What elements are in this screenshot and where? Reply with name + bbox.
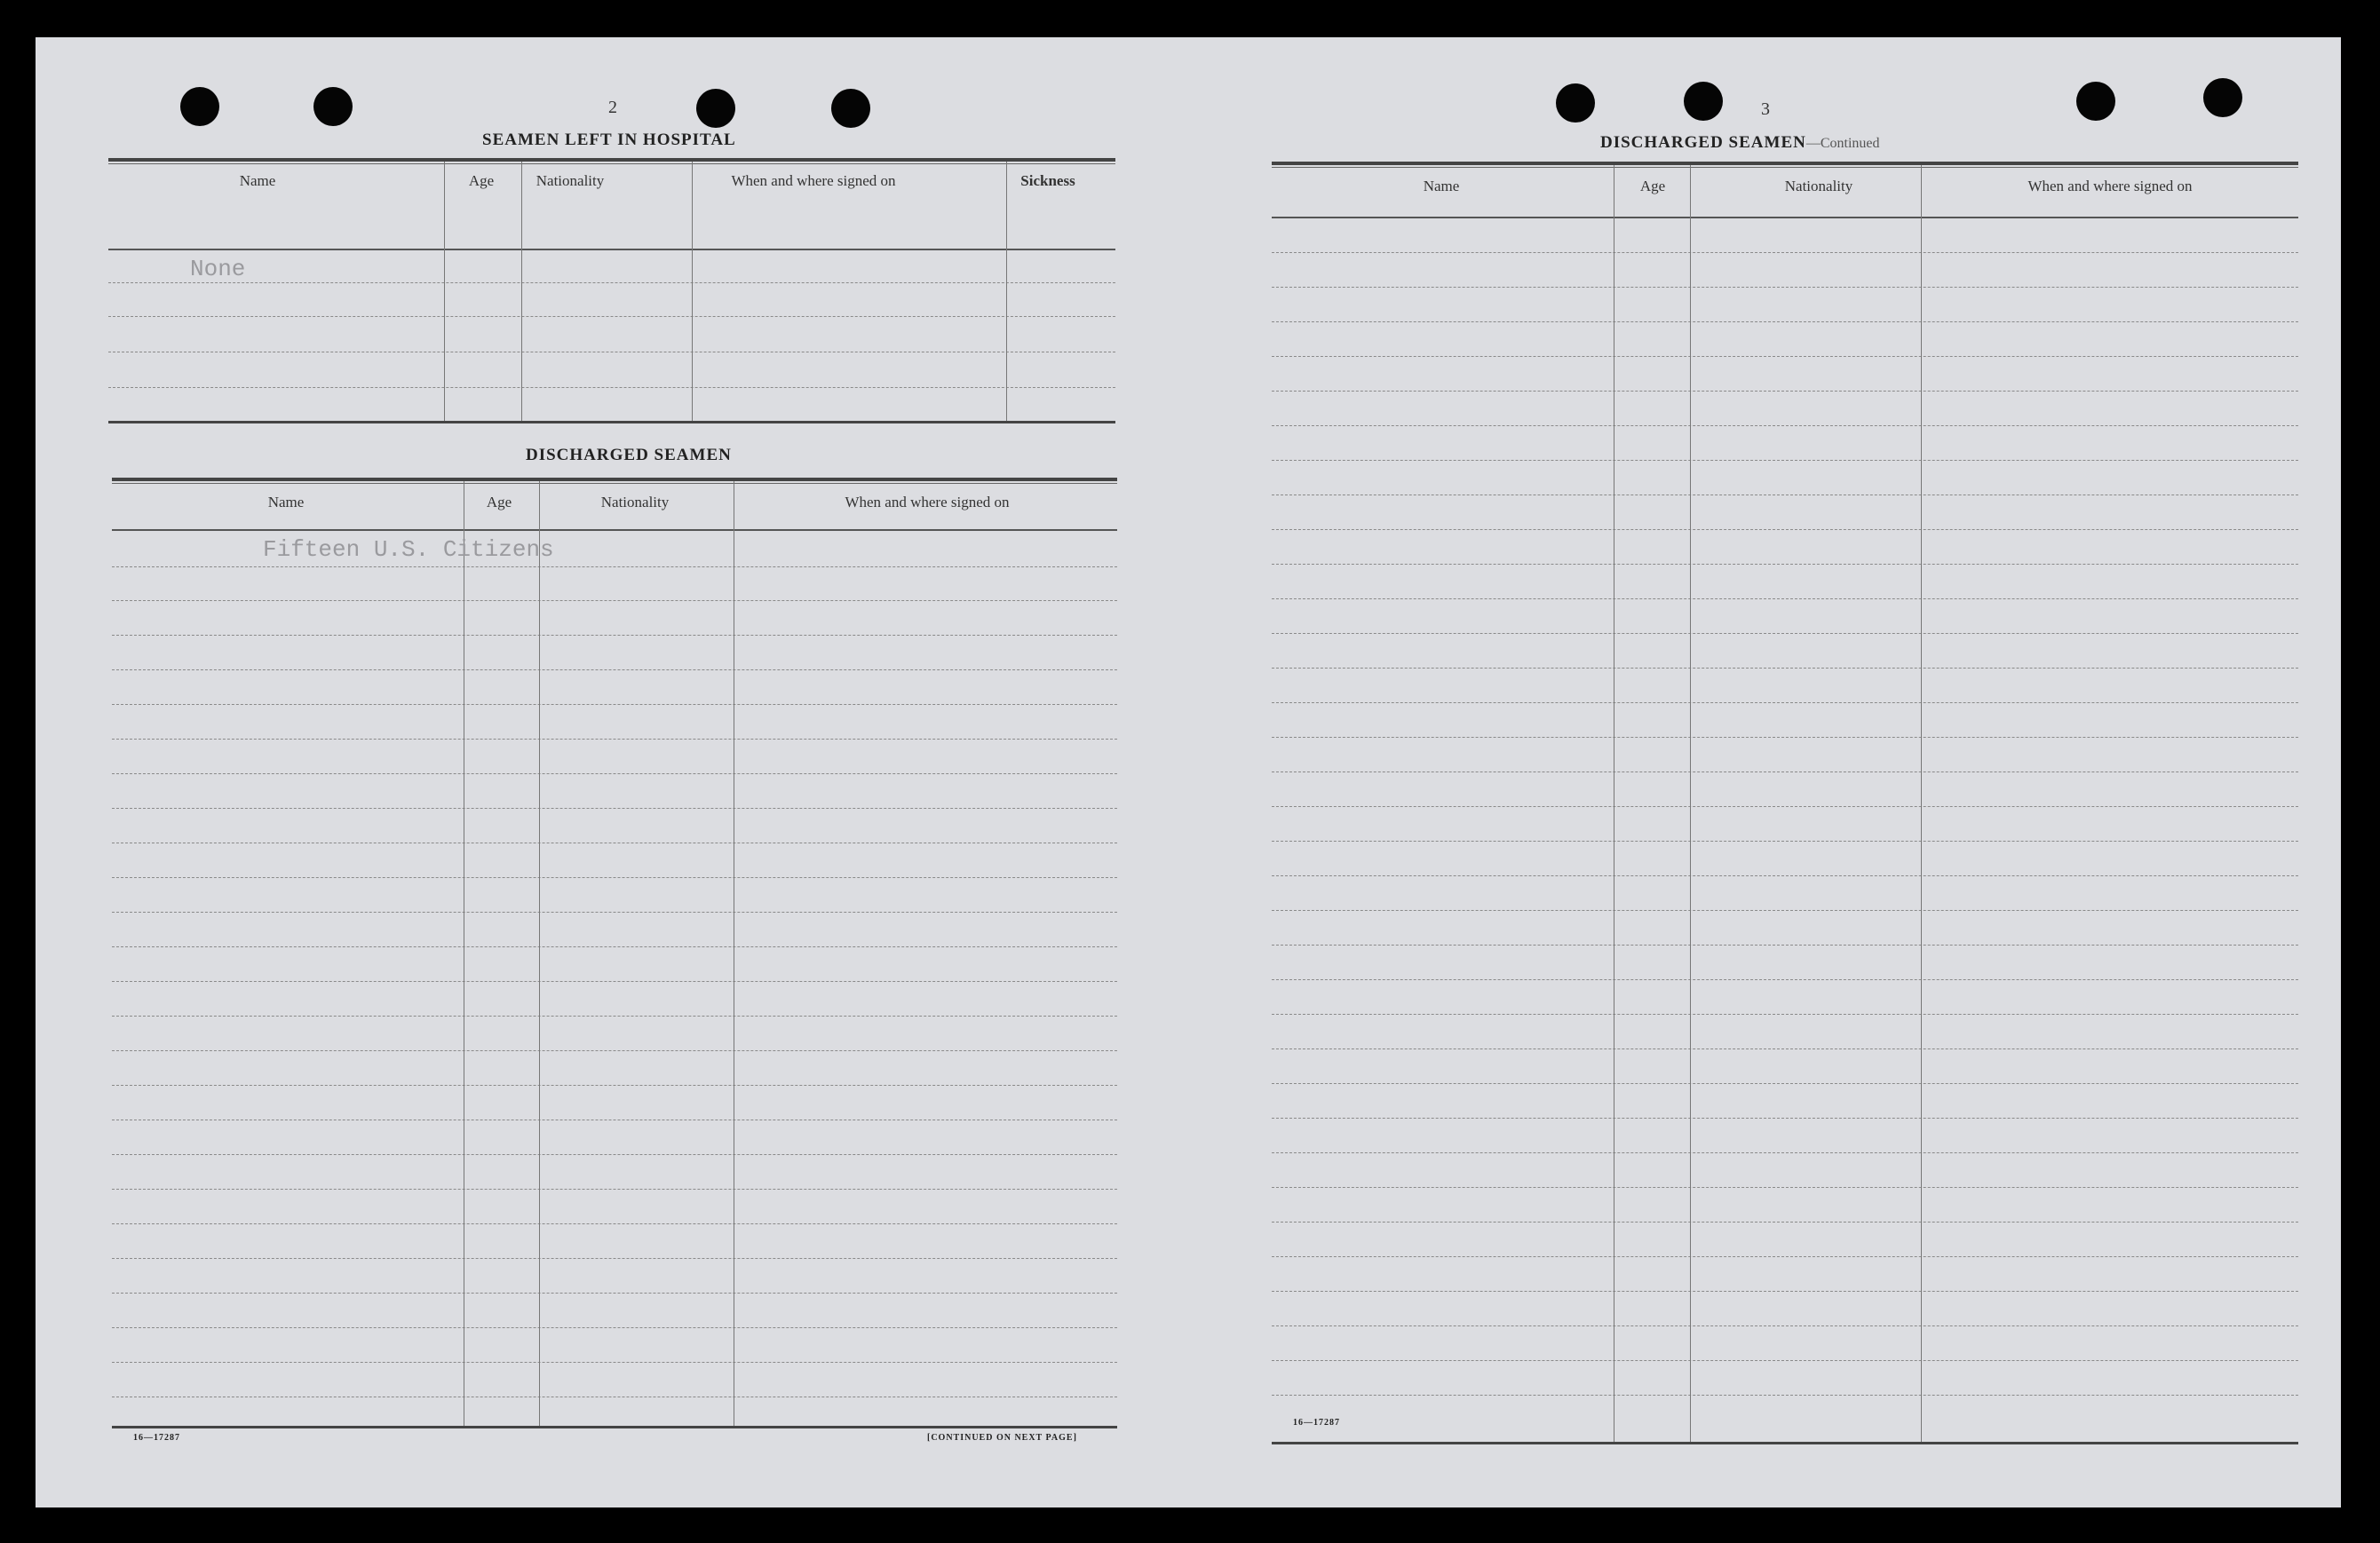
discharged-table: [112, 478, 1117, 1463]
discharged-continued-title: [1600, 133, 1880, 153]
punch-hole: [2203, 78, 2242, 117]
column-header-age: Age: [468, 172, 495, 189]
column-header-age: Age: [486, 494, 512, 510]
continued-note: [CONTINUED ON NEXT PAGE]: [927, 1433, 1077, 1443]
punch-hole: [180, 87, 219, 126]
punch-hole: [313, 87, 353, 126]
punch-hole: [2076, 82, 2115, 121]
column-header-name: Name: [267, 494, 305, 510]
column-header-nationality: Nationality: [1784, 178, 1853, 194]
column-header-signed-on: When and where signed on: [2027, 178, 2193, 194]
column-header-nationality: Nationality: [536, 172, 605, 189]
discharged-section-title: DISCHARGED SEAMEN: [526, 446, 732, 464]
discharged-continued-table: [1272, 162, 2298, 1449]
discharged-entry-text: Fifteen U.S. Citizens: [263, 536, 554, 563]
column-header-name: Name: [1423, 178, 1460, 194]
punch-hole: [831, 89, 870, 128]
punch-hole: [1556, 83, 1595, 123]
scanned-document-sheet: [36, 37, 2341, 1507]
punch-hole: [696, 89, 735, 128]
form-number: 16—17287: [1293, 1418, 1340, 1428]
column-header-sickness: Sickness: [1020, 172, 1075, 189]
hospital-section-title: SEAMEN LEFT IN HOSPITAL: [482, 131, 736, 149]
column-header-name: Name: [239, 172, 276, 189]
punch-hole: [1684, 82, 1723, 121]
page-number: 3: [1761, 99, 1770, 119]
column-header-age: Age: [1639, 178, 1666, 194]
column-header-signed-on: When and where signed on: [845, 494, 1010, 510]
column-header-signed-on: When and where signed on: [731, 172, 896, 189]
hospital-table: [108, 158, 1115, 424]
column-header-nationality: Nationality: [600, 494, 670, 510]
continued-label: —Continued: [1805, 136, 1880, 151]
page-number: 2: [608, 98, 617, 117]
hospital-entry-text: None: [190, 256, 246, 282]
form-number: 16—17287: [133, 1433, 180, 1443]
discharged-continued-title-text: DISCHARGED SEAMEN: [1600, 133, 1806, 152]
